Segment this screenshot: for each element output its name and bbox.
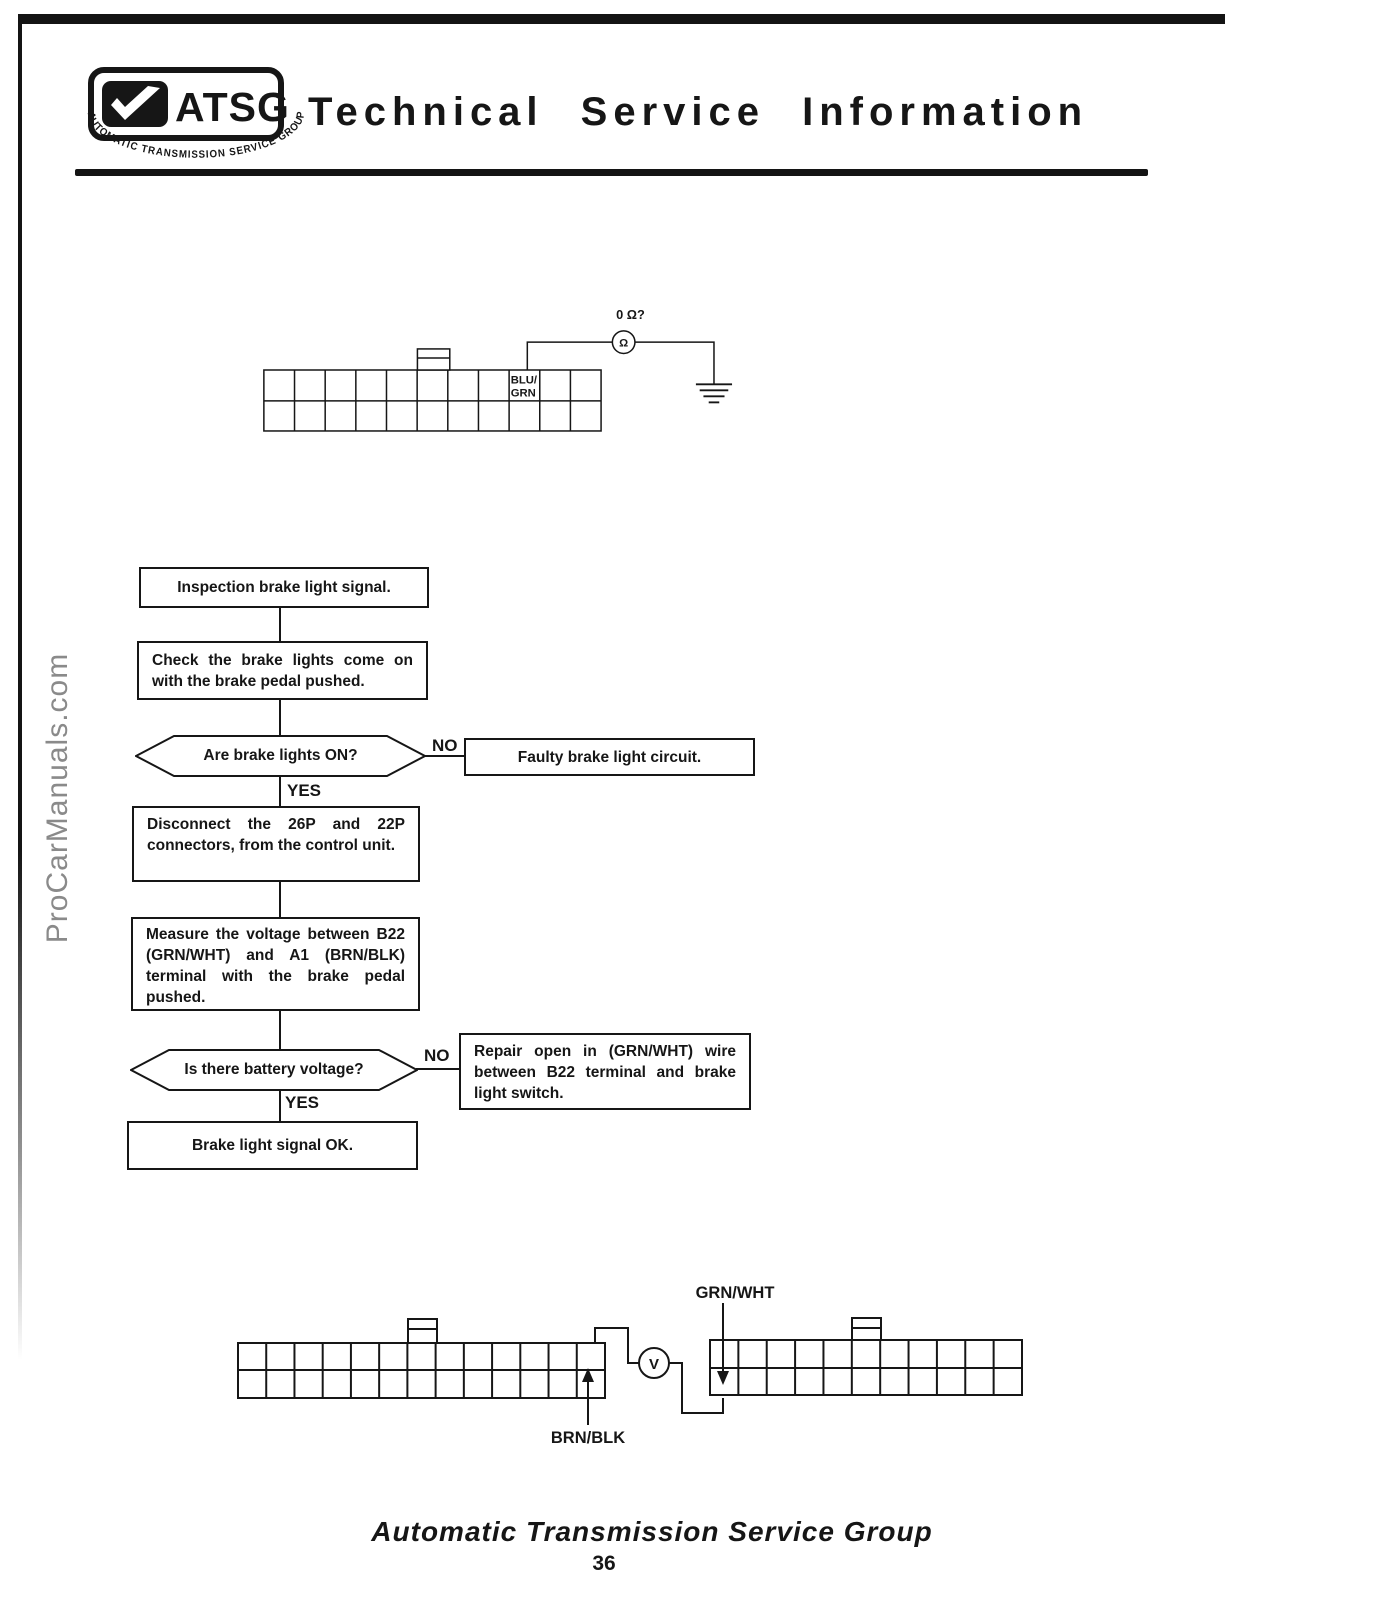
connector-grid-top xyxy=(264,370,601,431)
ohm-check-diagram xyxy=(230,270,930,470)
connector-grid-right xyxy=(710,1340,1022,1395)
logo-ring-text: AUTOMATIC TRANSMISSION SERVICE GROUP xyxy=(84,109,308,161)
flow-repair-box: Repair open in (GRN/WHT) wire between B22 terminal and brake light switch. xyxy=(459,1033,751,1110)
flow-connector xyxy=(424,755,464,757)
atsg-logo xyxy=(76,60,320,170)
page-border-left xyxy=(18,14,22,1360)
page-title: Technical Service Information xyxy=(308,90,1089,134)
flow-connector xyxy=(279,882,281,917)
voltage-check-diagram xyxy=(220,1260,1040,1460)
ground-icon xyxy=(696,384,732,402)
footer-organization: Automatic Transmission Service Group xyxy=(371,1516,933,1547)
flow-start-box: Inspection brake light signal. xyxy=(139,567,429,608)
brn-blk-label: BRN/BLK xyxy=(550,1429,626,1447)
wire-to-ohmmeter xyxy=(527,342,614,370)
connector-grid-left xyxy=(238,1343,605,1398)
no-label: NO xyxy=(424,1046,450,1065)
ohmmeter-symbol: Ω xyxy=(619,337,629,350)
wire-color-label-grn: GRN xyxy=(510,387,536,400)
flow-faulty-box: Faulty brake light circuit. xyxy=(464,738,755,776)
logo-acronym: ATSG xyxy=(175,84,290,130)
yes-label: YES xyxy=(285,1093,320,1112)
connector-tab xyxy=(417,349,449,370)
flow-measure-box: Measure the voltage between B22 (GRN/WHT) and A1 (BRN/BLK) terminal with the brake pedal pushed. xyxy=(131,917,420,1011)
voltmeter-symbol: V xyxy=(648,1356,660,1373)
flow-connector xyxy=(279,608,281,641)
header-rule xyxy=(75,169,1148,176)
flow-decision-battery: Is there battery voltage? xyxy=(130,1049,418,1091)
flow-check-box: Check the brake lights come on with the brake pedal pushed. xyxy=(137,641,428,700)
connector-tab xyxy=(408,1319,437,1343)
flow-connector xyxy=(279,700,281,735)
wire-to-ground xyxy=(633,342,714,383)
page-number: 36 xyxy=(592,1552,616,1575)
wire-color-label-blu: BLU/ xyxy=(510,374,538,387)
watermark: ProCarManuals.com xyxy=(41,652,74,944)
yes-label: YES xyxy=(287,781,322,800)
flow-connector xyxy=(279,1091,281,1121)
no-label: NO xyxy=(432,736,458,755)
grn-wht-label: GRN/WHT xyxy=(695,1284,775,1302)
flow-connector xyxy=(279,1011,281,1049)
flow-connector xyxy=(279,777,281,806)
flow-connector xyxy=(416,1068,459,1070)
flow-decision-brake-lights: Are brake lights ON? xyxy=(135,735,426,777)
flow-disconnect-box: Disconnect the 26P and 22P connectors, from the control unit. xyxy=(132,806,420,882)
ohm-question-label: 0 Ω? xyxy=(616,306,645,322)
flow-ok-box: Brake light signal OK. xyxy=(127,1121,418,1170)
page-border-top xyxy=(20,14,1225,24)
